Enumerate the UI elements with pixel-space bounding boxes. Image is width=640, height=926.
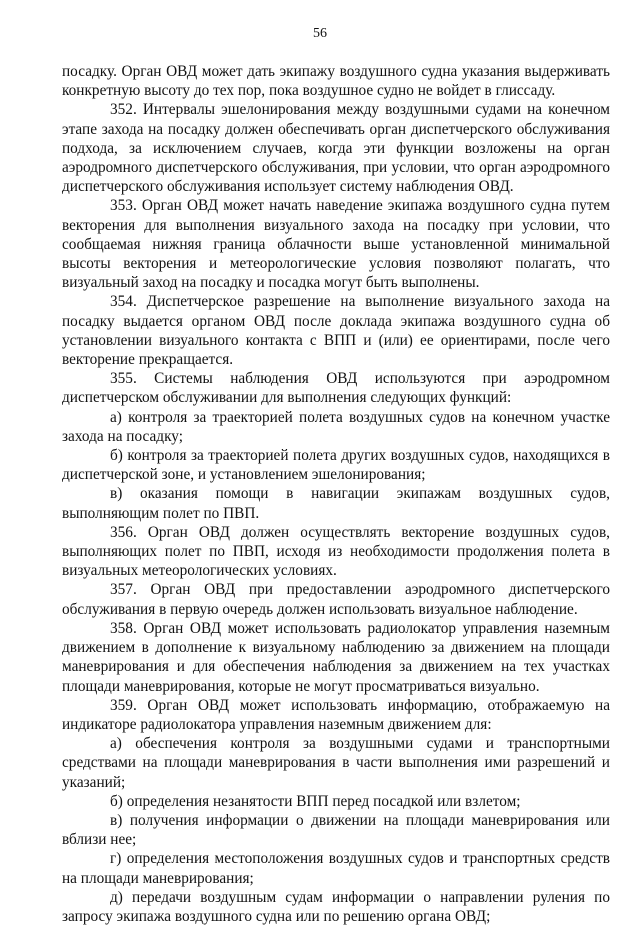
paragraph-356: 356. Орган ОВД должен осуществлять векторение воздушных судов, выполняющих полет по ПВП, исходя из необходимости продолжения полета в визуальных метеорологических условиях. <box>62 523 610 580</box>
paragraph-359-item-g: г) определения местоположения воздушных судов и транспортных средств на площади маневрирования; <box>62 850 610 887</box>
paragraph-359-item-v: в) получения информации о движении на площади маневрирования или вблизи нее; <box>62 811 610 849</box>
paragraph-355-item-b: б) контроля за траекторией полета других воздушных судов, находящихся в диспетчерской зоне, и установлением эшелонирования; <box>62 447 610 484</box>
paragraph-355-item-v: в) оказания помощи в навигации экипажам воздушных судов, выполняющим полет по ПВП. <box>62 485 610 522</box>
paragraph-352: 352. Интервалы эшелонирования между воздушными судами на конечном этапе захода на посадку должен обеспечивать орган диспетчерского обслуживания подхода, за исключением случаев, когда эти функции возложены на орган аэродромного диспетчерского обслуживания, при условии, что орган аэродромного диспетчерского обслуживания использует систему наблюдения ОВД. <box>62 101 610 196</box>
paragraph-358: 358. Орган ОВД может использовать радиолокатор управления наземным движением в дополнение к визуальному наблюдению за движением на площади маневрирования и для обеспечения наблюдения за движением на тех участках площади маневрирования, которые не могут просматриваться визуально. <box>62 619 610 695</box>
paragraph-continuation: посадку. Орган ОВД может дать экипажу воздушного судна указания выдерживать конкретную высоту до тех пор, пока воздушное судно не войдет в глиссаду. <box>62 63 610 100</box>
paragraph-353: 353. Орган ОВД может начать наведение экипажа воздушного судна путем векторения для выполнения визуального захода на посадку при условии, что сообщаемая нижняя граница облачности выше установленной минимальной высоты векторения и метеорологические условия позволяют полагать, что визуальный заход на посадку и посадка могут быть выполнены. <box>62 197 610 292</box>
paragraph-355: 355. Системы наблюдения ОВД используются при аэродромном диспетчерском обслуживании для выполнения следующих функций: <box>62 370 610 407</box>
paragraph-357: 357. Орган ОВД при предоставлении аэродромного диспетчерского обслуживания в первую очередь должен использовать визуальное наблюдение. <box>62 581 610 618</box>
document-body <box>62 62 610 926</box>
paragraph-359-item-b: б) определения незанятости ВПП перед посадкой или взлетом; <box>110 792 521 810</box>
paragraph-354: 354. Диспетчерское разрешение на выполнение визуального захода на посадку выдается органом ОВД после доклада экипажа воздушного судна об установлении визуального контакта с ВПП и (или) ее ориентирами, после чего векторение прекращается. <box>62 293 610 369</box>
paragraph-355-item-a: а) контроля за траекторией полета воздушных судов на конечном участке захода на посадку; <box>62 408 610 445</box>
paragraph-359-item-a: а) обеспечения контроля за воздушными судами и транспортными средствами на площади маневрирования в части выполнения ими разрешений и указаний; <box>62 735 610 791</box>
page-number: 56 <box>313 26 327 41</box>
paragraph-359: 359. Орган ОВД может использовать информацию, отображаемую на индикаторе радиолокатора управления наземным движением для: <box>62 696 610 733</box>
paragraph-359-item-d: д) передачи воздушным судам информации о направлении руления по запросу экипажа воздушного судна или по решению органа ОВД; <box>62 888 610 925</box>
